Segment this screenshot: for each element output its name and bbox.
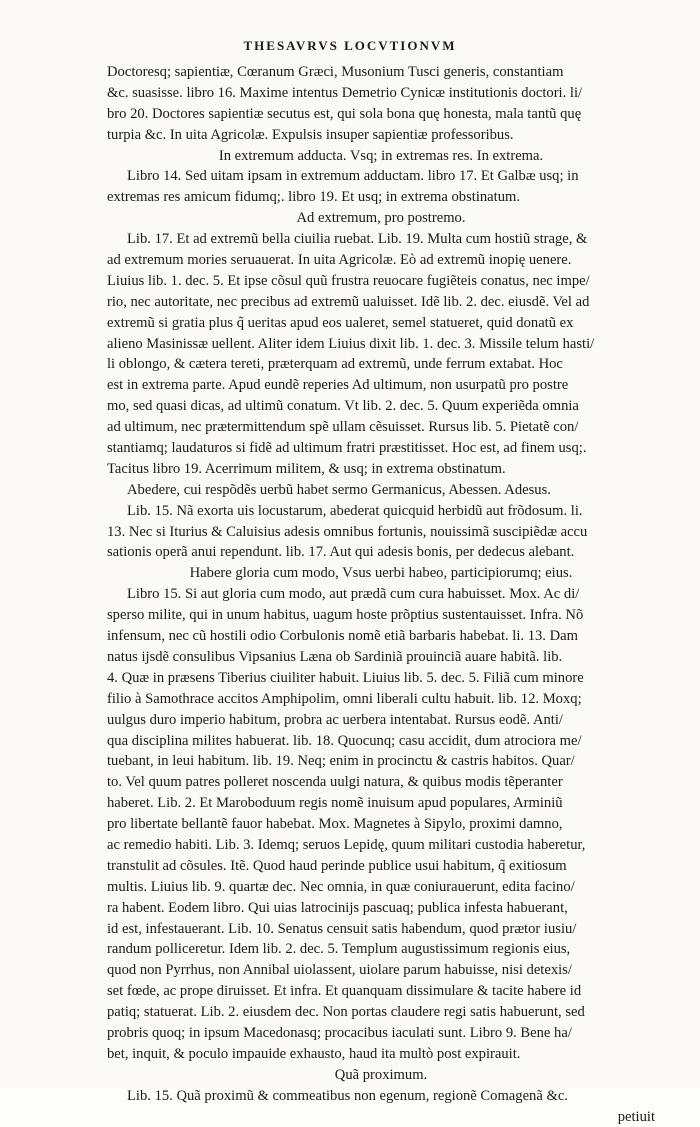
text-line: id est, infestauerant. Lib. 10. Senatus censuit satis habendum, quod prætor iusiu/ [107,920,577,937]
text-line: set fœde, ac prope diruisset. Et infra. Et quanquam dissimulare & tacite habere id [107,983,582,1000]
text-line: ac remedio habiti. Lib. 3. Idemq; seruos Lepidę, quum militari custodia haberetur, [107,836,586,853]
text-line: extremas res amicum fidumq;. libro 19. Et usq; in extrema obstinatum. [107,189,521,206]
text-line: quod non Pyrrhus, non Annibal uiolassent, uiolare parum habuisse, nisi detexis/ [107,962,572,979]
text-line: infensum, nec cũ hostili odio Corbulonis nomẽ etiã barbaris habebat. li. 13. Dam [107,628,578,645]
text-line: bro 20. Doctores sapientiæ secutus est, qui sola bona quę honesta, mala tantũ quę [107,105,582,122]
text-line: filio à Samothrace accitos Amphipolim, omni liberali cultu habuit. lib. 12. Moxq; [107,690,582,707]
text-line: alieno Masinissæ uellent. Aliter idem Liuius dixit lib. 1. dec. 3. Missile telum hasti/ [107,335,595,352]
text-line: Lib. 15. Quã proximũ & commeatibus non egenum, regionẽ Comagenã &c. [127,1087,568,1104]
text-line: ad extremum mories seruauerat. In uita Agricolæ. Eò ad extremũ inopię uenere. [107,252,572,269]
text-line: transtulit ad cõsules. Itẽ. Quod haud perinde publice usui habitum, q̃ exitiosum [107,857,567,874]
text-line: rio, nec autoritate, nec precibus ad extremũ ualuisset. Idẽ lib. 2. dec. eiusdẽ. Vel ad [107,293,590,310]
text-line: multis. Liuius lib. 9. quartæ dec. Nec omnia, in quæ coniurauerunt, edita facino/ [107,878,575,895]
text-line: ra habent. Eodem libro. Qui uias latrocinijs pascuaq; publica infesta habuerant, [107,899,568,916]
text-line: &c. suasisse. libro 16. Maxime intentus Demetrio Cynicæ institutionis doctori. li/ [107,84,583,101]
text-line: Ad extremum, pro postremo. [296,210,466,227]
text-line: li oblongo, & cætera tereti, præterquam ad extremũ, unde ferrum extabat. Hoc [107,356,563,373]
text-line: extremũ si gratia plus q̃ ueritas apud eos ualeret, semel statueret, quid donatũ ex [107,314,574,331]
text-line: qua disciplina milites habuerat. lib. 18. Quocunq; casu accidit, dum atrociora me/ [107,732,582,749]
text-line: haberet. Lib. 2. Et Maroboduum regis nomẽ inuisum apud populares, Arminiũ [107,795,563,812]
text-line: Liuius lib. 1. dec. 5. Et ipse cõsul quũ frustra reuocare fugiẽteis conatus, nec impe/ [107,272,590,289]
text-line: probris quoq; in ipsum Macedonasq; procacibus iaculati sunt. Libro 9. Bene ha/ [107,1024,572,1041]
text-line: turpia &c. In uita Agricolæ. Expulsis insuper sapientiæ professoribus. [107,126,514,143]
text-line: randum polliceretur. Idem lib. 2. dec. 5. Templum augustissimum regionis eius, [107,941,571,958]
text-line: 13. Nec si Iturius & Caluisius adesis omnibus fortunis, nouissimã suscipiẽdæ accu [107,523,588,540]
text-line: Doctoresq; sapientiæ, Cœranum Græci, Musonium Tusci generis, constantiam [107,64,564,80]
text-line: to. Vel quum patres polleret noscenda uulgi natura, & quibus modis tẽperanter [107,774,563,791]
text-line: pro libertate bellantẽ fauor habebat. Mox. Magnetes à Sipylo, proximi damno, [107,816,563,833]
text-line: est in extrema parte. Apud eundẽ reperies Ad ultimum, non usurpatũ pro postre [107,377,569,394]
text-line: natus ijsdẽ consulibus Vipsanius Læna ob Sardiniã prouinciã auare habitã. lib. [107,648,563,665]
text-line: sationis operã anui rependunt. lib. 17. Aut qui adesis bonis, per dedecus alebant. [107,544,575,561]
text-line: Lib. 15. Nã exorta uis locustarum, abederat quicquid herbidũ aut frõdosum. li. [127,502,583,519]
text-line: Libro 15. Si aut gloria cum modo, aut prædã cum cura habuisset. Mox. Ac di/ [127,586,580,603]
text-line: Lib. 17. Et ad extremũ bella ciuilia ruebat. Lib. 19. Multa cum hostiũ strage, & [127,231,588,248]
text-line: ad ultimum, nec prætermittendum spẽ ullam cẽsuisset. Rursus lib. 5. Pietatẽ con/ [107,419,579,436]
text-line: sperso milite, qui in unum habitus, uagum hoste prõptius sustentauisset. Infra. Nõ [107,607,584,624]
text-line: Abedere, cui respõdẽs uerbũ habet sermo Germanicus, Abessen. Adesus. [127,481,551,498]
text-line: stantiamq; laudaturos si fidẽ ad ultimum fratri præstitisset. Hoc est, ad finem usq;. [107,440,587,457]
text-line: uulgus duro imperio habitum, probra ac uerbera intentabat. Rursus eodẽ. Anti/ [107,711,563,728]
text-block [107,62,655,1127]
text-line: bet, inquit, & poculo impauide exhausto, haud ita multò post expirauit. [107,1045,521,1062]
text-line: In extremum adducta. Vsq; in extremas res. In extrema. [218,147,544,164]
text-line: mo, sed quasi dicas, ad ultimũ conatum. Vt lib. 2. dec. 5. Quum experiẽda omnia [107,398,579,415]
text-line: 4. Quæ in præsens Tiberius ciuiliter habuit. Liuius lib. 5. dec. 5. Filiã cum minore [107,669,584,686]
text-line: petiuit [617,1108,655,1125]
text-line: Quã proximum. [334,1066,428,1083]
text-line: tuebant, in leui habitum. lib. 19. Neq; enim in procinctu & castris habitos. Quar/ [107,753,575,770]
running-header: THESAVRVS LOCVTIONVM [243,38,457,53]
text-line: Tacitus libro 19. Acerrimum militem, & usq; in extrema obstinatum. [107,460,506,477]
text-line: Libro 14. Sed uitam ipsam in extremum adductam. libro 17. Et Galbæ usq; in [127,168,579,185]
text-line: patiq; statuerat. Lib. 2. eiusdem dec. Non portas claudere regi satis habuerunt, sed [107,1004,585,1021]
text-line: Habere gloria cum modo, Vsus uerbi habeo, participiorumq; eius. [189,565,573,582]
